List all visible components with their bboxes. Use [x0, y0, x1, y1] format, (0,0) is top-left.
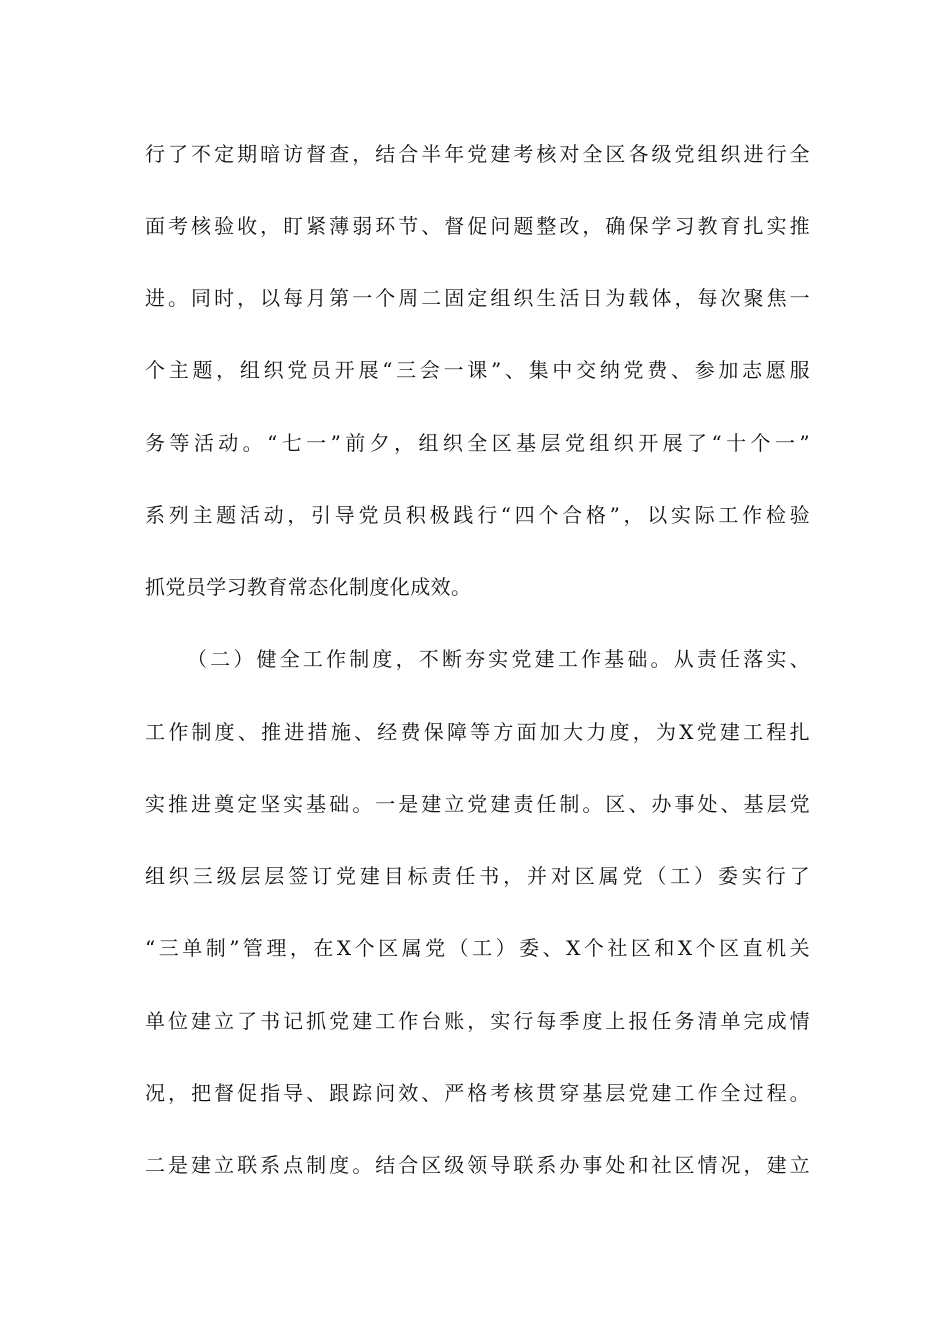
paragraph-line: 二是建立联系点制度。结合区级领导联系办事处和社区情况，建立: [145, 1153, 810, 1177]
paragraph-line: 务等活动。“七一”前夕，组织全区基层党组织开展了“十个一”: [145, 431, 810, 455]
paragraph-line: 实推进奠定坚实基础。一是建立党建责任制。区、办事处、基层党: [145, 792, 810, 816]
paragraph-line: 进。同时，以每月第一个周二固定组织生活日为载体，每次聚焦一: [145, 286, 810, 310]
paragraph-line: 行了不定期暗访督查，结合半年党建考核对全区各级党组织进行全: [145, 142, 810, 166]
paragraph-line: 单位建立了书记抓党建工作台账，实行每季度上报任务清单完成情: [145, 1009, 810, 1033]
section-heading-line: （二）健全工作制度，不断夯实党建工作基础。从责任落实、: [187, 647, 810, 671]
paragraph-line: 系列主题活动，引导党员积极践行“四个合格”，以实际工作检验: [145, 503, 810, 527]
paragraph-line: 况，把督促指导、跟踪问效、严格考核贯穿基层党建工作全过程。: [145, 1081, 810, 1105]
paragraph-line: 面考核验收，盯紧薄弱环节、督促问题整改，确保学习教育扎实推: [145, 214, 810, 238]
paragraph-line: 个主题，组织党员开展“三会一课”、集中交纳党费、参加志愿服: [145, 358, 810, 382]
paragraph-line: 组织三级层层签订党建目标责任书，并对区属党（工）委实行了: [145, 864, 810, 888]
paragraph-line-last: 抓党员学习教育常态化制度化成效。: [145, 575, 472, 599]
paragraph-line: 工作制度、推进措施、经费保障等方面加大力度，为X党建工程扎: [145, 720, 810, 744]
paragraph-line: “三单制”管理，在X个区属党（工）委、X个社区和X个区直机关: [145, 936, 810, 960]
